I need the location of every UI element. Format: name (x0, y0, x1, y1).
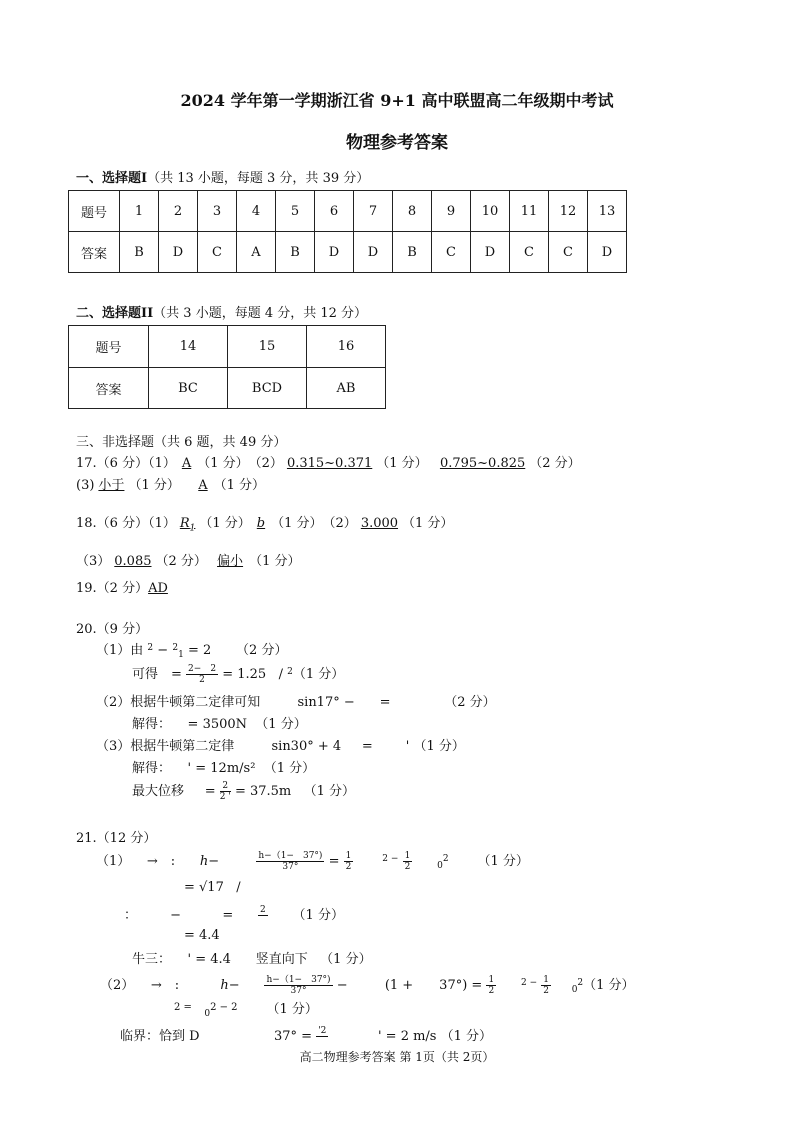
q20-l1-eq: = 2 (187, 643, 212, 658)
q21-l6-expr: (1 + 37°) = (384, 978, 483, 993)
q20-l2-denominator: 2 (199, 675, 205, 685)
q21-l5-text: 牛三： (132, 952, 172, 967)
answer-cell: C (510, 232, 549, 273)
q20-l1-sub2: 1 (178, 650, 184, 660)
q21-l6-sub0: 0 (571, 985, 578, 995)
q18-answer-3a: 0.085 (114, 554, 152, 569)
section1-title: 一、选择题I (76, 171, 148, 186)
q18-answer-1a (176, 516, 200, 534)
q21-line2 (184, 880, 241, 895)
q21-l6-part: （2） (100, 978, 135, 993)
q19-line (76, 577, 172, 596)
q21-line1 (96, 850, 529, 872)
section3-heading: 三、非选择题（共 6 题，共 49 分） (76, 435, 287, 450)
q21-heading: 21.（12 分） (76, 831, 157, 846)
q21-l6-denominator: 37° (290, 986, 307, 996)
q21-l6-h: h− (220, 978, 240, 993)
q17-score-2b: （2 分） (529, 456, 581, 471)
q21-l8-fraction (316, 1026, 328, 1047)
q21-l1-half-num: 1 (345, 851, 352, 861)
section2-answer-table (68, 325, 386, 409)
q19-answer: AD (148, 581, 168, 596)
q21-l2-slash: / (236, 880, 241, 895)
row-label-answer: 答案 (69, 232, 120, 273)
q20-l4-value: = 3500N (187, 717, 248, 732)
q21-l8-score: （1 分） (440, 1029, 493, 1044)
q20-l2-slash: / (278, 667, 283, 682)
q17-score-1: （1 分） （2） (197, 456, 283, 471)
answer-cell: C (549, 232, 588, 273)
q18-score-2: （1 分） (402, 516, 454, 531)
q21-line4: = 4.4 (184, 928, 220, 943)
q21-l6-score: （1 分） (583, 978, 635, 993)
q21-l1-arrow: → : (146, 854, 176, 869)
q20-l6-value: ' = 12m/s² (187, 761, 256, 776)
q20-l1-minus: − (157, 643, 169, 658)
q17-line2 (76, 474, 265, 493)
q17-answer-2b: 0.795~0.825 (439, 456, 526, 471)
question-number-cell: 15 (228, 326, 307, 368)
q20-l4-text: 解得： (132, 717, 172, 732)
answer-cell: AB (307, 368, 386, 409)
q21-l3-eq: = (222, 908, 234, 923)
q21-l5-direction: 竖直向下 (255, 952, 308, 967)
q21-l1-sub0: 0 (437, 861, 443, 871)
question-number-cell: 6 (315, 191, 354, 232)
answer-cell: B (120, 232, 159, 273)
q18-line2 (76, 550, 300, 569)
answer-cell: D (159, 232, 198, 273)
page-footer: 高二物理参考答案 第 1页（共 2页） (299, 1050, 495, 1064)
q20-l1-text: （1）由 (96, 643, 144, 658)
table-row-answers (69, 232, 627, 273)
q17-score-3b: （1 分） (213, 478, 266, 493)
q20-l7-value: = 37.5m (234, 784, 292, 799)
q21-l6-half2-den: 2 (543, 986, 550, 996)
question-number-cell: 16 (307, 326, 386, 368)
q21-l3-score: （1 分） (292, 908, 344, 923)
question-number-cell: 4 (237, 191, 276, 232)
q20-l5-text: （3）根据牛顿第二定律 (96, 739, 235, 754)
q20-l2-numerator: 2− 2 (188, 664, 217, 674)
q18-part3-label: （3） (76, 554, 111, 569)
q17-part3-label: (3) (76, 478, 95, 493)
q21-l6-arrow: → : (150, 978, 180, 993)
q21-l6-numerator: h−（1− 37°) (266, 975, 331, 985)
q21-line6 (100, 974, 635, 996)
q20-l7-numerator: 2 (220, 781, 231, 792)
q21-l6-half-num: 1 (488, 975, 495, 985)
answer-cell: A (237, 232, 276, 273)
q21-l5-score: （1 分） (320, 952, 372, 967)
q20-l5-score: （1 分） (413, 739, 465, 754)
question-number-cell: 14 (149, 326, 228, 368)
q21-l1-half2-den: 2 (404, 862, 411, 872)
answer-cell: BC (149, 368, 228, 409)
q21-l1-eq: = (328, 854, 340, 869)
q21-l3-fraction (258, 905, 268, 926)
q21-l8-numerator: '2 (318, 1026, 327, 1036)
q21-l5-value: ' = 4.4 (187, 952, 231, 967)
answer-cell: D (354, 232, 393, 273)
q20-l6-score: （1 分） (263, 761, 316, 776)
q21-l3-sup: 2 (260, 905, 266, 915)
q20-l2-text: 可得 = (132, 667, 182, 682)
q20-l5-prime: ' (405, 739, 410, 754)
q21-l7-sup: 2 = (174, 1002, 192, 1013)
q17-answer-2a: 0.315~0.371 (286, 456, 373, 471)
row-label-question: 题号 (69, 326, 149, 368)
table-row-answers (69, 368, 386, 409)
section2-title: 二、选择题II (76, 306, 154, 321)
section1-answer-table (68, 190, 627, 273)
q20-l3-eq2: = (379, 695, 391, 710)
q20-line6 (132, 757, 315, 776)
answer-cell: BCD (228, 368, 307, 409)
q21-l6-half (486, 975, 496, 996)
q21-l7-sub0: 0 (204, 1009, 211, 1019)
q20-l7-fraction (220, 781, 231, 802)
q20-line7 (132, 780, 355, 802)
row-label-question: 题号 (69, 191, 120, 232)
q20-line2 (132, 663, 344, 685)
q20-l2-fraction (186, 664, 218, 685)
q20-heading: 20.（9 分） (76, 622, 149, 637)
question-number-cell: 8 (393, 191, 432, 232)
q18-score-3b: （1 分） (249, 554, 301, 569)
q21-l1-half-den: 2 (345, 862, 352, 872)
section2-heading (76, 302, 367, 321)
q21-line5 (132, 948, 372, 967)
q20-l2-value: = 1.25 (222, 667, 267, 682)
q21-l1-score: （1 分） (477, 854, 529, 869)
q17-score-3a: （1 分） (128, 478, 180, 493)
question-number-cell: 9 (432, 191, 471, 232)
q21-l1-half2 (403, 851, 413, 872)
q21-l1-h: h− (199, 854, 220, 869)
q21-l6-sup2: 2 (577, 978, 584, 988)
q21-l7-expr: 2 − 2 (210, 1002, 238, 1013)
q17-answer-1: A (181, 456, 192, 471)
q20-line1 (96, 639, 287, 658)
q18-line1 (76, 512, 453, 534)
section1-note: （共 13 小题，每题 3 分，共 39 分） (147, 171, 370, 186)
question-number-cell: 1 (120, 191, 159, 232)
q20-l2-score: （1 分） (292, 667, 345, 682)
q21-l3-colon: ： (124, 908, 138, 923)
question-number-cell: 7 (354, 191, 393, 232)
q21-l1-sup2: 2 (442, 854, 449, 864)
q21-l6-half2-num: 1 (543, 975, 550, 985)
table-row-numbers (69, 191, 627, 232)
question-number-cell: 11 (510, 191, 549, 232)
q20-l2-sup: 2 (287, 667, 293, 677)
q20-l1-sup2: 2 (172, 643, 179, 653)
q21-l6-minus: − (336, 978, 348, 993)
q20-l1-sup1: 2 (147, 643, 154, 653)
q18-answer-1b: b (256, 516, 266, 531)
q18-score-1b: （1 分） （2） (271, 516, 357, 531)
q21-l3-minus: − (170, 908, 181, 923)
q21-line7 (174, 998, 318, 1017)
q21-l1-fraction (256, 851, 324, 872)
answer-cell: B (393, 232, 432, 273)
section2-note: （共 3 小题，每题 4 分，共 12 分） (153, 306, 368, 321)
answer-cell: C (432, 232, 471, 273)
answer-cell: C (198, 232, 237, 273)
q18-answer-3b: 偏小 (217, 554, 244, 569)
q20-l3-score: （2 分） (444, 695, 496, 710)
q21-l8-value: ' = 2 m/s (377, 1029, 437, 1044)
q21-l1-denominator: 37° (282, 862, 299, 872)
q20-l5-eq: sin30° + 4 (271, 739, 342, 754)
q21-l1-sq: 2 − (382, 854, 399, 864)
q20-l3-eq: sin17° − (297, 695, 355, 710)
q17-part1-label: 17.（6 分）（1） (76, 456, 176, 471)
q20-l7-score: （1 分） (303, 784, 356, 799)
q20-l1-score: （2 分） (236, 643, 288, 658)
q20-line5 (96, 735, 465, 754)
q21-l1-part: （1） (96, 854, 131, 869)
q21-l8-eq: 37° = (273, 1029, 313, 1044)
q20-l5-eq2: = (361, 739, 373, 754)
document-subtitle: 物理参考答案 (346, 133, 448, 153)
q21-l1-half2-num: 1 (404, 851, 411, 861)
question-number-cell: 2 (159, 191, 198, 232)
q21-l8-text: 临界：恰到 D (120, 1029, 200, 1044)
q21-l1-half (344, 851, 354, 872)
question-number-cell: 10 (471, 191, 510, 232)
answer-cell: B (276, 232, 315, 273)
q21-l6-fraction (264, 975, 332, 996)
q21-l6-half2 (541, 975, 551, 996)
q17-line1 (76, 452, 581, 471)
q19-label: 19.（2 分） (76, 581, 149, 596)
q21-l7-score: （1 分） (266, 1002, 318, 1017)
q18-answer-1a-subscript: 1 (189, 523, 196, 534)
q18-answer-2: 3.000 (360, 516, 399, 531)
question-number-cell: 3 (198, 191, 237, 232)
q21-l6-half-den: 2 (488, 986, 495, 996)
q18-part1-label: 18.（6 分）（1） (76, 516, 176, 531)
q20-l7-eq: = (204, 784, 216, 799)
answer-cell: D (588, 232, 627, 273)
q20-l7-text: 最大位移 (132, 784, 185, 799)
table-row-numbers (69, 326, 386, 368)
row-label-answer: 答案 (69, 368, 149, 409)
q21-l2-value: = √17 (184, 880, 224, 895)
q18-answer-1a-symbol: R (179, 516, 190, 531)
q20-line4 (132, 713, 307, 732)
q21-line3 (124, 904, 344, 926)
q20-l6-text: 解得： (132, 761, 172, 776)
question-number-cell: 5 (276, 191, 315, 232)
section1-heading (76, 167, 369, 186)
q17-answer-3a: 小于 (98, 478, 125, 493)
q18-score-1a: （1 分） (199, 516, 251, 531)
answer-cell: D (315, 232, 354, 273)
q21-l1-numerator: h−（1− 37°) (258, 851, 323, 861)
q17-answer-3b: A (198, 478, 208, 493)
answer-cell: D (471, 232, 510, 273)
q20-l3-text: （2）根据牛顿第二定律可知 (96, 695, 261, 710)
question-number-cell: 13 (588, 191, 627, 232)
q21-line8 (120, 1025, 492, 1047)
q20-l7-denominator: 2 ' (219, 792, 231, 802)
q20-line3 (96, 691, 496, 710)
document-title: 2024 学年第一学期浙江省 9+1 高中联盟高二年级期中考试 (180, 91, 614, 110)
q18-score-3a: （2 分） (155, 554, 207, 569)
q21-l6-sq: 2 − (521, 978, 538, 988)
question-number-cell: 12 (549, 191, 588, 232)
q17-score-2a: （1 分） (376, 456, 428, 471)
q20-l4-score: （1 分） (255, 717, 307, 732)
